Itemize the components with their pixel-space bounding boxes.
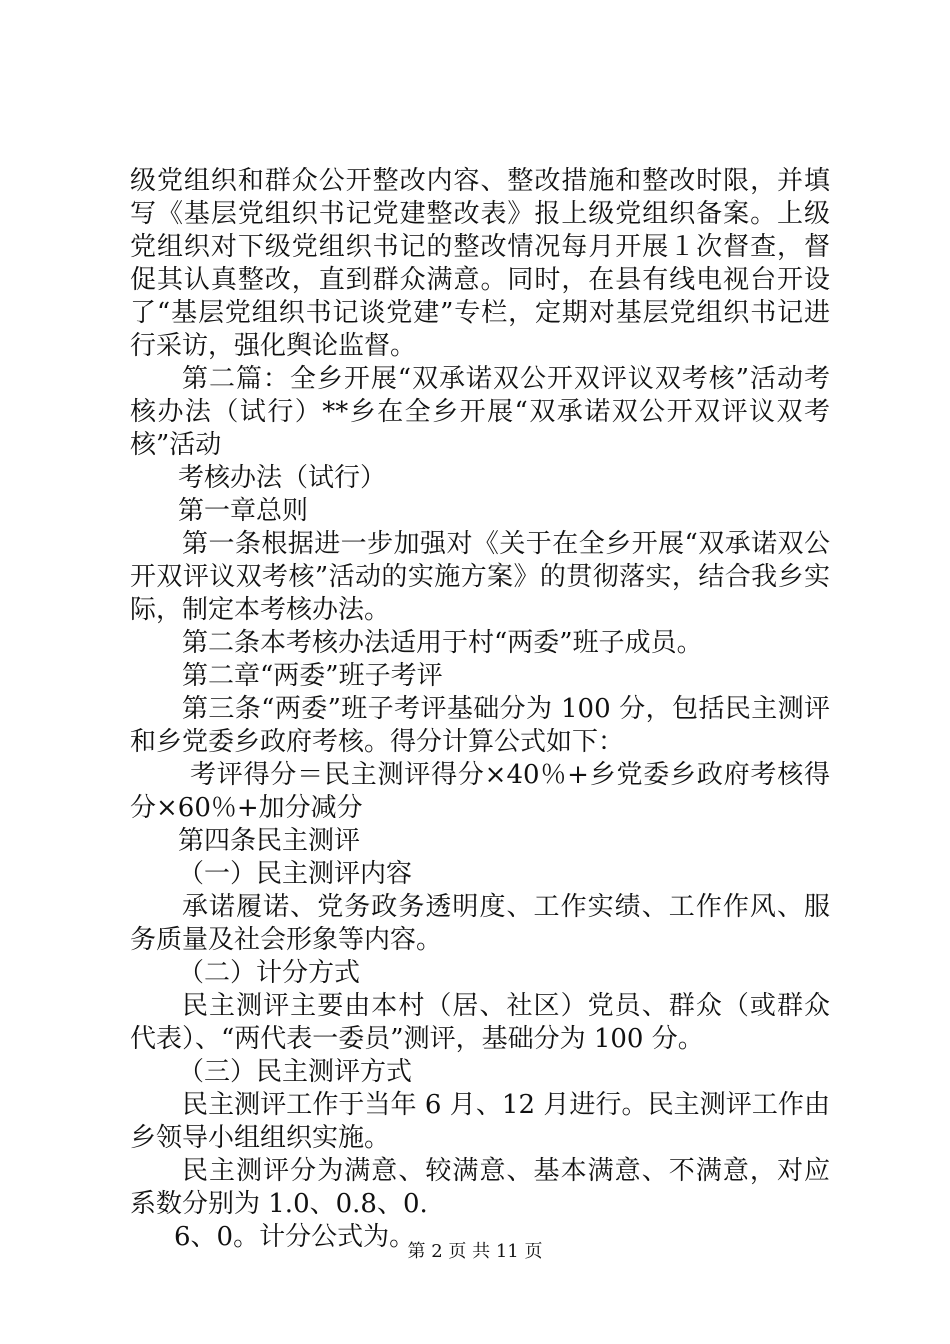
section-three-content: 民主测评工作于当年 6 月、12 月进行。民主测评工作由乡领导小组组织实施。	[130, 1090, 830, 1153]
section-one-heading: （一）民主测评内容	[178, 859, 413, 889]
document-body	[130, 165, 830, 1254]
section-two-content: 民主测评主要由本村（居、社区）党员、群众（或群众代表）、“两代表一委员”测评，基础分为 100 分。	[130, 991, 830, 1054]
article-one: 第一条根据进一步加强对《关于在全乡开展“双承诺双公开双评议双考核”活动的实施方案》的贯彻落实，结合我乡实际，制定本考核办法。	[130, 529, 830, 625]
section-two-heading: （二）计分方式	[178, 958, 361, 988]
formula-continuation: 6、0。计分公式为。	[174, 1222, 416, 1252]
section-three-heading: （三）民主测评方式	[178, 1057, 413, 1087]
article-three: 第三条“两委”班子考评基础分为 100 分，包括民主测评和乡党委乡政府考核。得分计算公式如下：	[130, 694, 830, 757]
chapter-two-heading: 第二章“两委”班子考评	[182, 661, 443, 691]
article-four: 第四条民主测评	[178, 826, 361, 856]
score-formula: 考评得分＝民主测评得分×40％+乡党委乡政府考核得分×60％+加分减分	[130, 760, 830, 823]
page-number-footer: 第 2 页 共 11 页	[407, 1241, 543, 1262]
paragraph-rectification: 级党组织和群众公开整改内容、整改措施和整改时限，并填写《基层党组织书记党建整改表》报上级党组织备案。上级党组织对下级党组织书记的整改情况每月开展１次督查，督促其认真整改，直到群众满意。同时，在县有线电视台开设了“基层党组织书记谈党建”专栏，定期对基层党组织书记进行采访，强化舆论监督。	[130, 166, 830, 361]
chapter-one-heading: 第一章总则	[178, 496, 309, 526]
coefficient-paragraph: 民主测评分为满意、较满意、基本满意、不满意，对应系数分别为 1.0、0.8、0.	[130, 1156, 830, 1219]
paragraph-method-title: 考核办法（试行）	[178, 463, 387, 493]
paragraph-part-two-title: 第二篇：全乡开展“双承诺双公开双评议双考核”活动考核办法（试行）**乡在全乡开展“双承诺双公开双评议双考核”活动	[130, 364, 830, 460]
section-one-content: 承诺履诺、党务政务透明度、工作实绩、工作作风、服务质量及社会形象等内容。	[130, 892, 830, 955]
article-two: 第二条本考核办法适用于村“两委”班子成员。	[182, 628, 703, 658]
